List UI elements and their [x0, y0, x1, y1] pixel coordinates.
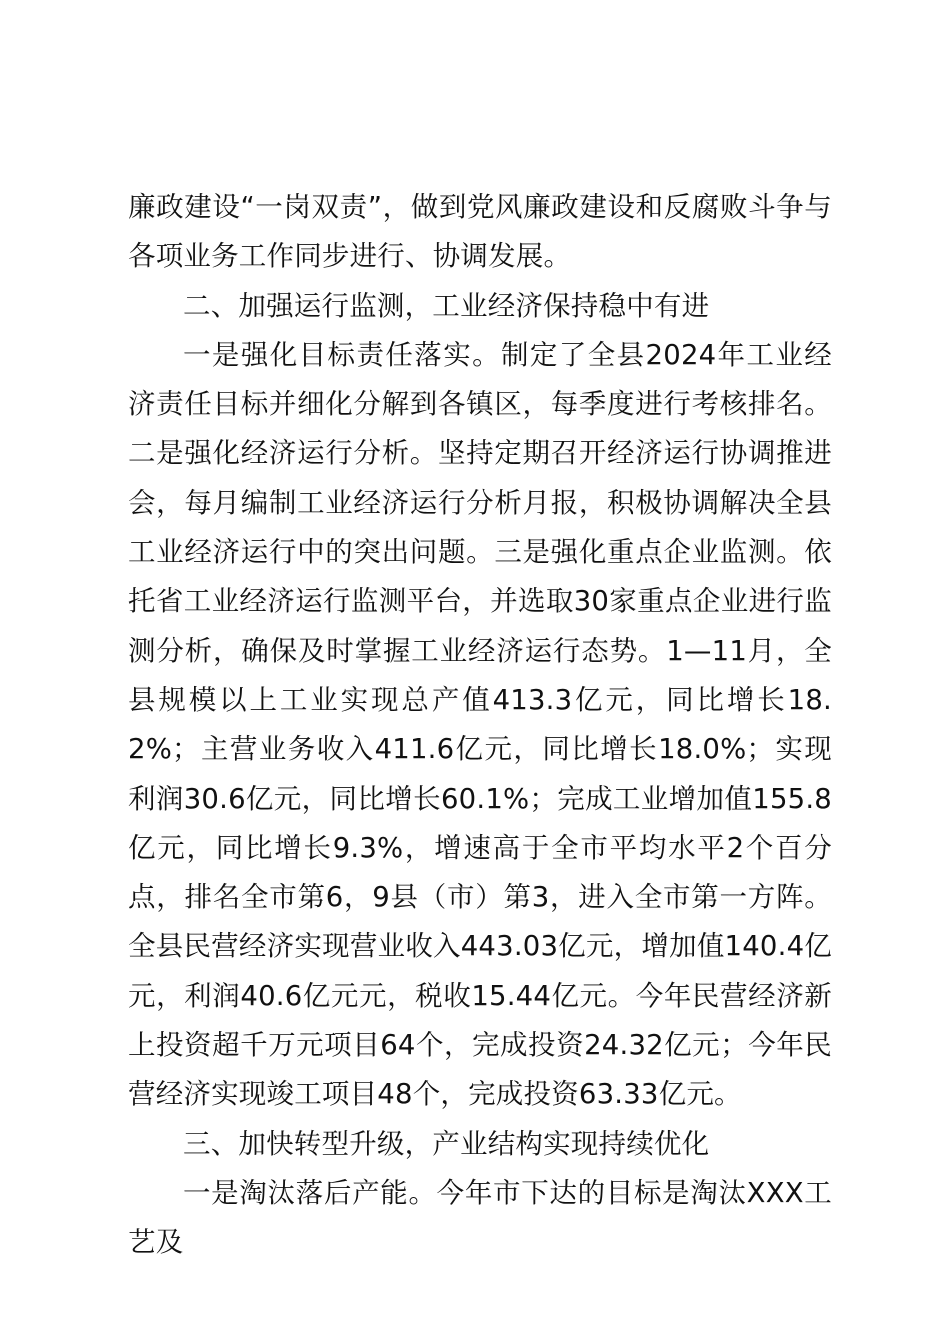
body-paragraph: 一是淘汰落后产能。今年市下达的目标是淘汰XXX工艺及	[128, 1176, 832, 1259]
section-heading: 二、加强运行监测，工业经济保持稳中有进	[183, 289, 710, 322]
document-page	[128, 183, 832, 1268]
section-heading: 三、加快转型升级，产业结构实现持续优化	[183, 1127, 710, 1160]
body-paragraph: 一是强化目标责任落实。制定了全县2024年工业经济责任目标并细化分解到各镇区，每季度进行考核排名。二是强化经济运行分析。坚持定期召开经济运行协调推进会，每月编制工业经济运行分析月报，积极协调解决全县工业经济运行中的突出问题。三是强化重点企业监测。依托省工业经济运行监测平台，并选取30家重点企业进行监测分析，确保及时掌握工业经济运行态势。1—11月，全县规模以上工业实现总产值413.3亿元，同比增长18.2%；主营业务收入411.6亿元，同比增长18.0%；实现利润30.6亿元，同比增长60.1%；完成工业增加值155.8亿元，同比增长9.3%，增速高于全市平均水平2个百分点，排名全市第6，9县（市）第3，进入全市第一方阵。全县民营经济实现营业收入443.03亿元，增加值140.4亿元，利润40.6亿元元，税收15.44亿元。今年民营经济新上投资超千万元项目64个，完成投资24.32亿元；今年民营经济实现竣工项目48个，完成投资63.33亿元。	[128, 338, 832, 1111]
body-paragraph: 廉政建设“一岗双责”，做到党风廉政建设和反腐败斗争与各项业务工作同步进行、协调发展。	[128, 191, 832, 273]
